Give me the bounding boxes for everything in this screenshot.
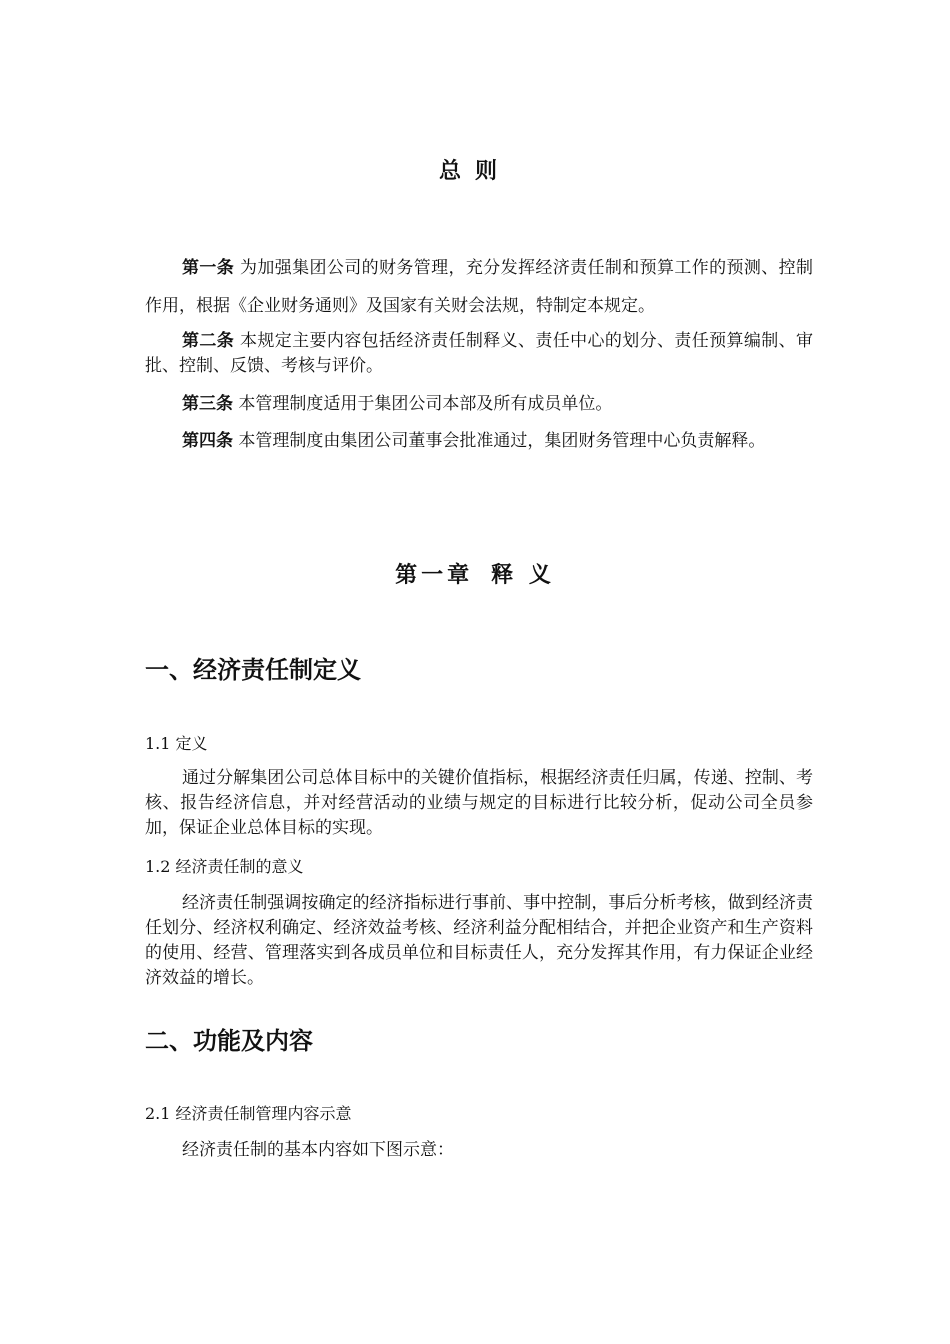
article-4-label: 第四条 [182, 431, 233, 451]
section-2-heading: 二、功能及内容 [145, 1027, 313, 1055]
article-3-label: 第三条 [182, 394, 233, 414]
article-1-text: 为加强集团公司的财务管理，充分发挥经济责任制和预算工作的预测、控制作用，根据《企业财务通则》及国家有关财会法规，特制定本规定。 [145, 258, 814, 316]
article-1 [145, 249, 813, 325]
article-2-label: 第二条 [182, 331, 235, 351]
subsection-1-2-text: 经济责任制强调按确定的经济指标进行事前、事中控制，事后分析考核，做到经济责任划分、经济权利确定、经济效益考核、经济利益分配相结合，并把企业资产和生产资料的使用、经营、管理落实到各成员单位和目标责任人，充分发挥其作用，有力保证企业经济效益的增长。 [145, 893, 813, 988]
article-3 [145, 392, 813, 417]
chapter-1-label: 第一章 [395, 563, 474, 588]
chapter-1-title: 释 义 [491, 563, 555, 588]
article-4 [145, 429, 813, 454]
subsection-1-1-text: 通过分解集团公司总体目标中的关键价值指标，根据经济责任归属，传递、控制、考核、报告经济信息，并对经营活动的业绩与规定的目标进行比较分析，促动公司全员参加，保证企业总体目标的实现。 [145, 768, 813, 838]
subsection-1-2-heading: 1.2 经济责任制的意义 [145, 857, 304, 876]
article-1-label: 第一条 [182, 258, 235, 278]
article-4-text: 本管理制度由集团公司董事会批准通过，集团财务管理中心负责解释。 [238, 431, 766, 451]
general-title: 总则 [438, 159, 511, 184]
section-1-heading: 一、经济责任制定义 [145, 656, 361, 684]
subsection-2-1-heading: 2.1 经济责任制管理内容示意 [145, 1104, 352, 1123]
article-3-text: 本管理制度适用于集团公司本部及所有成员单位。 [238, 394, 613, 414]
subsection-1-1-heading: 1.1 定义 [145, 734, 208, 753]
subsection-2-1-text: 经济责任制的基本内容如下图示意： [182, 1140, 454, 1160]
article-2 [145, 329, 813, 379]
article-2-text: 本规定主要内容包括经济责任制释义、责任中心的划分、责任预算编制、审批、控制、反馈、考核与评价。 [145, 331, 814, 376]
chapter-1-heading [0, 558, 950, 589]
